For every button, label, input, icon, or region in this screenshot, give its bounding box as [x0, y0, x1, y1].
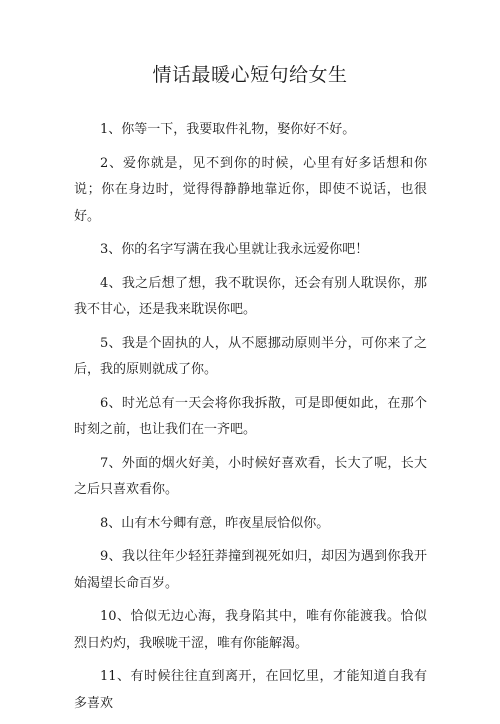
page-title: 情话最暖心短句给女生 [152, 64, 348, 86]
paragraph-1: 1、你等一下，我要取件礼物，娶你好不好。 [100, 122, 356, 137]
paragraph-7: 7、外面的烟火好美，小时候好喜欢看，长大了呢，长大之后只喜欢看你。 [74, 455, 427, 497]
paragraph-10: 10、恰似无边心海，我身陷其中，唯有你能渡我。恰似烈日灼灼，我喉咙干涩，唯有你能解渴。 [74, 609, 427, 651]
paragraph-2: 2、爱你就是，见不到你的时候，心里有好多话想和你说；你在身边时，觉得得静静地靠近你，即使不说话，也很好。 [74, 155, 427, 224]
document-body [74, 117, 427, 724]
paragraph-3: 3、你的名字写满在我心里就让我永远爱你吧！ [100, 242, 369, 257]
paragraph-6: 6、时光总有一天会将你我拆散，可是即便如此，在那个时刻之前，也让我们在一齐吧。 [74, 395, 427, 437]
paragraph-11: 11、有时候往往直到离开，在回忆里，才能知道自我有多喜欢 [74, 669, 427, 711]
paragraph-9: 9、我以往年少轻狂莽撞到视死如归，却因为遇到你我开始渴望长命百岁。 [74, 549, 427, 591]
paragraph-5: 5、我是个固执的人，从不愿挪动原则半分，可你来了之后，我的原则就成了你。 [74, 335, 427, 377]
paragraph-8: 8、山有木兮卿有意，昨夜星辰恰似你。 [100, 515, 330, 531]
paragraph-4: 4、我之后想了想，我不耽误你，还会有别人耽误你，那我不甘心，还是我来耽误你吧。 [74, 275, 427, 317]
